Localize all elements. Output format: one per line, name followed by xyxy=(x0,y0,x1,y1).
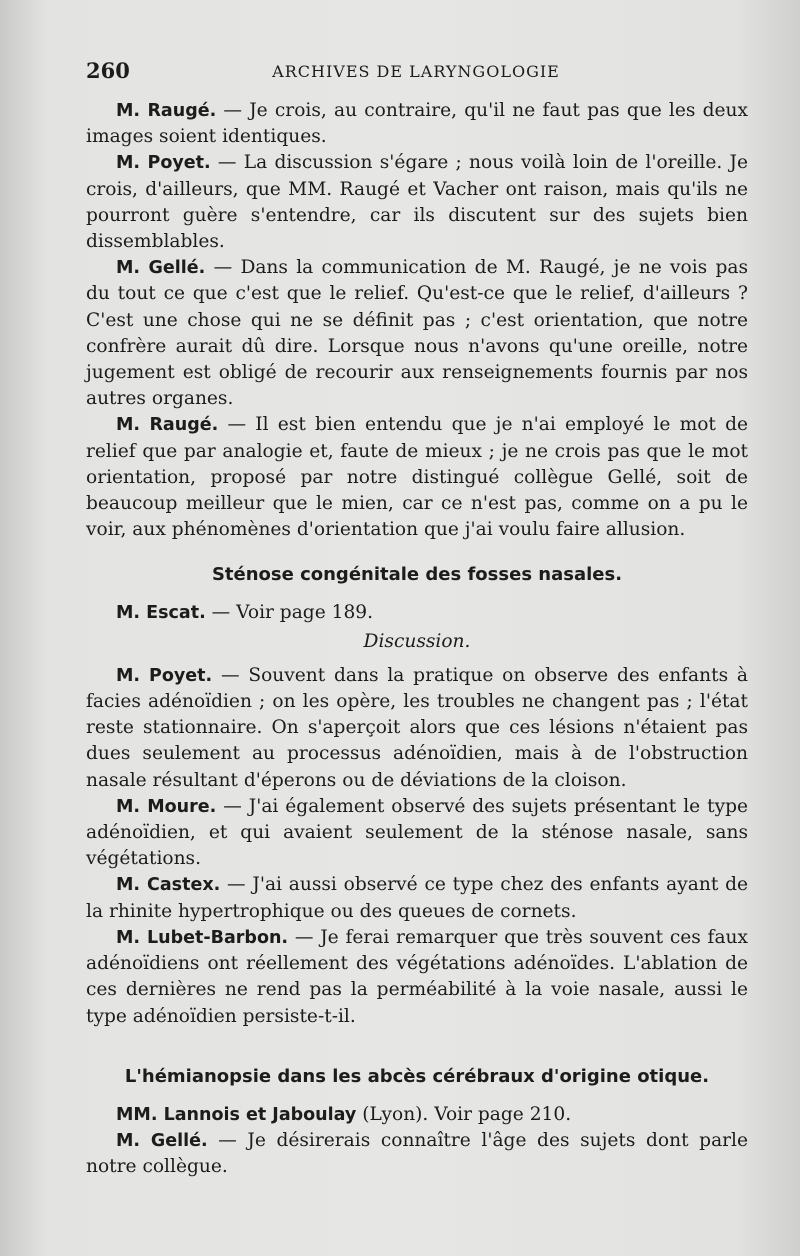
author-names: MM. Lannois et Jaboulay xyxy=(116,1104,357,1125)
section-title: L'hémianopsie dans les abcès cérébraux d'origine otique. xyxy=(124,1065,710,1087)
discussion-paragraph xyxy=(86,794,748,873)
speaker-name: M. Raugé. xyxy=(116,101,217,121)
speaker-name: M. Lubet-Barbon. xyxy=(116,927,289,948)
discussion-paragraph xyxy=(86,872,748,924)
page-header xyxy=(86,58,746,88)
paragraph-text: — Souvent dans la pratique on observe des enfants à facies adénoïdien ; on les opère, les troubles ne changent pas ; l'état reste stationnaire. On s'aperçoit alors que ces lésions n'étaient pas dues seulement au processus adénoïdien, mais à de l'obstruction nasale résultant d'éperons ou de déviations de la cloison. xyxy=(86,664,749,791)
reference-line xyxy=(86,600,748,626)
discussion-paragraph xyxy=(86,98,748,150)
paragraph-text: (Lyon). Voir page 210. xyxy=(356,1103,572,1125)
speaker-name: M. Raugé. xyxy=(116,415,219,436)
discussion-paragraph xyxy=(86,255,748,412)
speaker-name: M. Gellé. xyxy=(116,258,206,279)
speaker-name: M. Escat. xyxy=(116,603,206,624)
paragraph-text: — J'ai également observé des sujets présentant le type adénoïdien, et qui avaient seulement de la sténose nasale, sans végétations. xyxy=(86,795,748,870)
discussion-paragraph xyxy=(86,412,748,543)
running-title: ARCHIVES DE LARYNGOLOGIE xyxy=(272,62,560,81)
speaker-name: M. Gellé. xyxy=(116,1130,208,1151)
paragraph-text: — La discussion s'égare ; nous voilà loin de l'oreille. Je crois, d'ailleurs, que MM. Raugé et Vacher ont raison, mais qu'ils ne pourront guère s'entendre, car ils discutent sur des sujets bien dissemblables. xyxy=(86,152,749,253)
discussion-paragraph xyxy=(86,925,748,1030)
section-title: Sténose congénitale des fosses nasales. xyxy=(211,564,623,586)
speaker-name: M. Poyet. xyxy=(116,153,211,174)
discussion-paragraph xyxy=(86,663,748,794)
paragraph-text: — Il est bien entendu que je n'ai employé le mot de relief que par analogie et, faute de mieux ; je ne crois pas que le mot orientation, proposé par notre distingué collègue Gellé, soit de beaucoup meilleur que le mien, car ce n'est pas, comme on a pu le voir, aux phénomènes d'orientation que j'ai voulu faire allusion. xyxy=(86,414,748,541)
page-body xyxy=(86,98,748,1180)
paragraph-text: — Je ferai remarquer que très souvent ces faux adénoïdiens ont réellement des végétations adénoïdes. L'ablation de ces dernières ne rend pas la perméabilité à la voie nasale, aussi le type adénoïdien persiste-t-il. xyxy=(86,926,748,1027)
paragraph-text: — Voir page 189. xyxy=(205,602,374,624)
paragraph-text: — Je désirerais connaître l'âge des sujets dont parle notre collègue. xyxy=(86,1129,748,1178)
paragraph-text: — J'ai aussi observé ce type chez des enfants ayant de la rhinite hypertrophique ou des queues de cornets. xyxy=(86,874,748,922)
discussion-subheading: Discussion. xyxy=(363,630,471,652)
authors-line xyxy=(86,1102,748,1128)
discussion-paragraph xyxy=(86,150,748,255)
paragraph-text: — Je crois, au contraire, qu'il ne faut pas que les deux images soient identiques. xyxy=(86,100,748,148)
page-number: 260 xyxy=(86,58,130,83)
paragraph-text: — Dans la communication de M. Raugé, je ne vois pas du tout ce que c'est que le relief. Qu'est-ce que le relief, d'ailleurs ? C'est une chose qui ne se définit pas ; c'est orientation, que notre confrère aurait dû dire. Lorsque nous n'avons qu'une oreille, notre jugement est obligé de recourir aux renseignements fournis par nos autres organes. xyxy=(86,257,748,410)
speaker-name: M. Poyet. xyxy=(116,665,213,686)
speaker-name: M. Moure. xyxy=(116,796,217,817)
discussion-paragraph xyxy=(86,1128,748,1180)
speaker-name: M. Castex. xyxy=(116,875,221,896)
